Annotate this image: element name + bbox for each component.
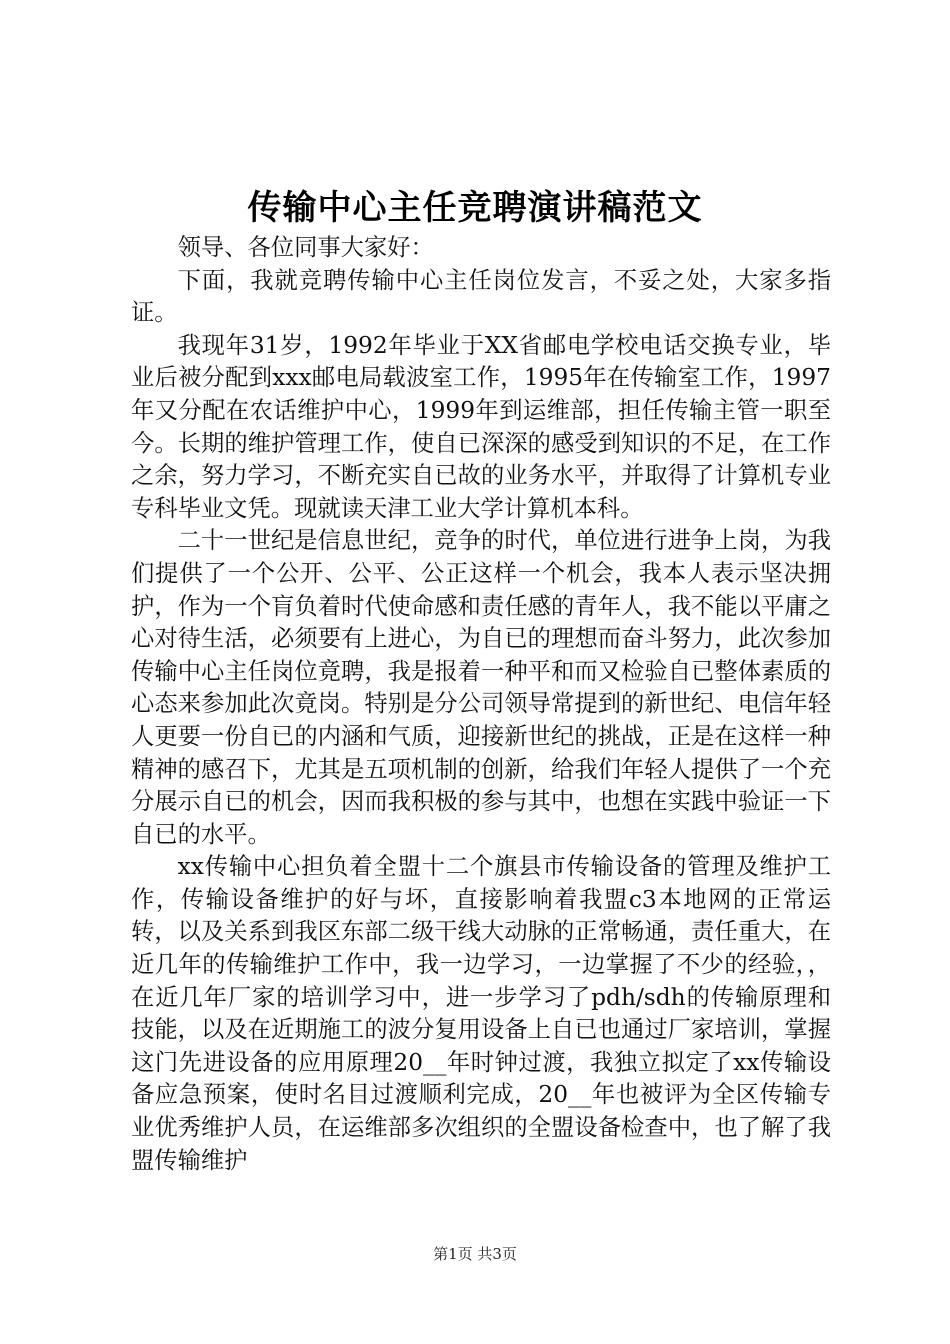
document-title: 传输中心主任竞聘演讲稿范文 <box>247 188 703 228</box>
document-body <box>131 232 831 1177</box>
page-number: 第1页 共3页 <box>433 1245 517 1263</box>
paragraph-greeting: 领导、各位同事大家好： <box>177 234 434 261</box>
paragraph-intro: 下面，我就竞聘传输中心主任岗位发言，不妥之处，大家多指证。 <box>131 266 831 327</box>
paragraph-experience: xx传输中心担负着全盟十二个旗县市传输设备的管理及维护工作，传输设备维护的好与坏，直接影响着我盟c3本地网的正常运转，以及关系到我区东部二级干线大动脉的正常畅通，责任重大，在近几年的传输维护工作中，我一边学习，一边掌握了不少的经验，，在近几年厂家的培训学习中，进一步学习了pdh/sdh的传输原理和技能，以及在近期施工的波分复用设备上自已也通过厂家培训，掌握这门先进设备的应用原理20__年时钟过渡，我独立拟定了xx传输设备应急预案，使时名目过渡顺利完成，20__年也被评为全区传输专业优秀维护人员，在运维部多次组织的全盟设备检查中，也了解了我盟传输维护 <box>131 853 831 1174</box>
paragraph-motivation: 二十一世纪是信息世纪，竞争的时代，单位进行进争上岗，为我们提供了一个公开、公平、公正这样一个机会，我本人表示坚决拥护，作为一个肓负着时代使命感和责任感的青年人，我不能以平庸之心对待生活，必须要有上进心，为自已的理想而奋斗努力，此次参加传输中心主任岗位竟聘，我是报着一种平和而又检验自已整体素质的心态来参加此次竟岗。特别是分公司领导常提到的新世纪、电信年轻人更要一份自已的内涵和气质，迎接新世纪的挑战，正是在这样一种精神的感召下，尤其是五项机制的创新，给我们年轻人提供了一个充分展示自已的机会，因而我积极的参与其中，也想在实践中验证一下自已的水平。 <box>131 527 831 848</box>
paragraph-background: 我现年31岁，1992年毕业于XX省邮电学校电话交换专业，毕业后被分配到xxx邮电局载波室工作，1995年在传输室工作，1997年又分配在农话维护中心，1999年到运维部，担任传输主管一职至今。长期的维护管理工作，使自已深深的感受到知识的不足，在工作之余，努力学习，不断充实自已故的业务水平，并取得了计算机专业专科毕业文凭。现就读天津工业大学计算机本科。 <box>131 331 831 522</box>
